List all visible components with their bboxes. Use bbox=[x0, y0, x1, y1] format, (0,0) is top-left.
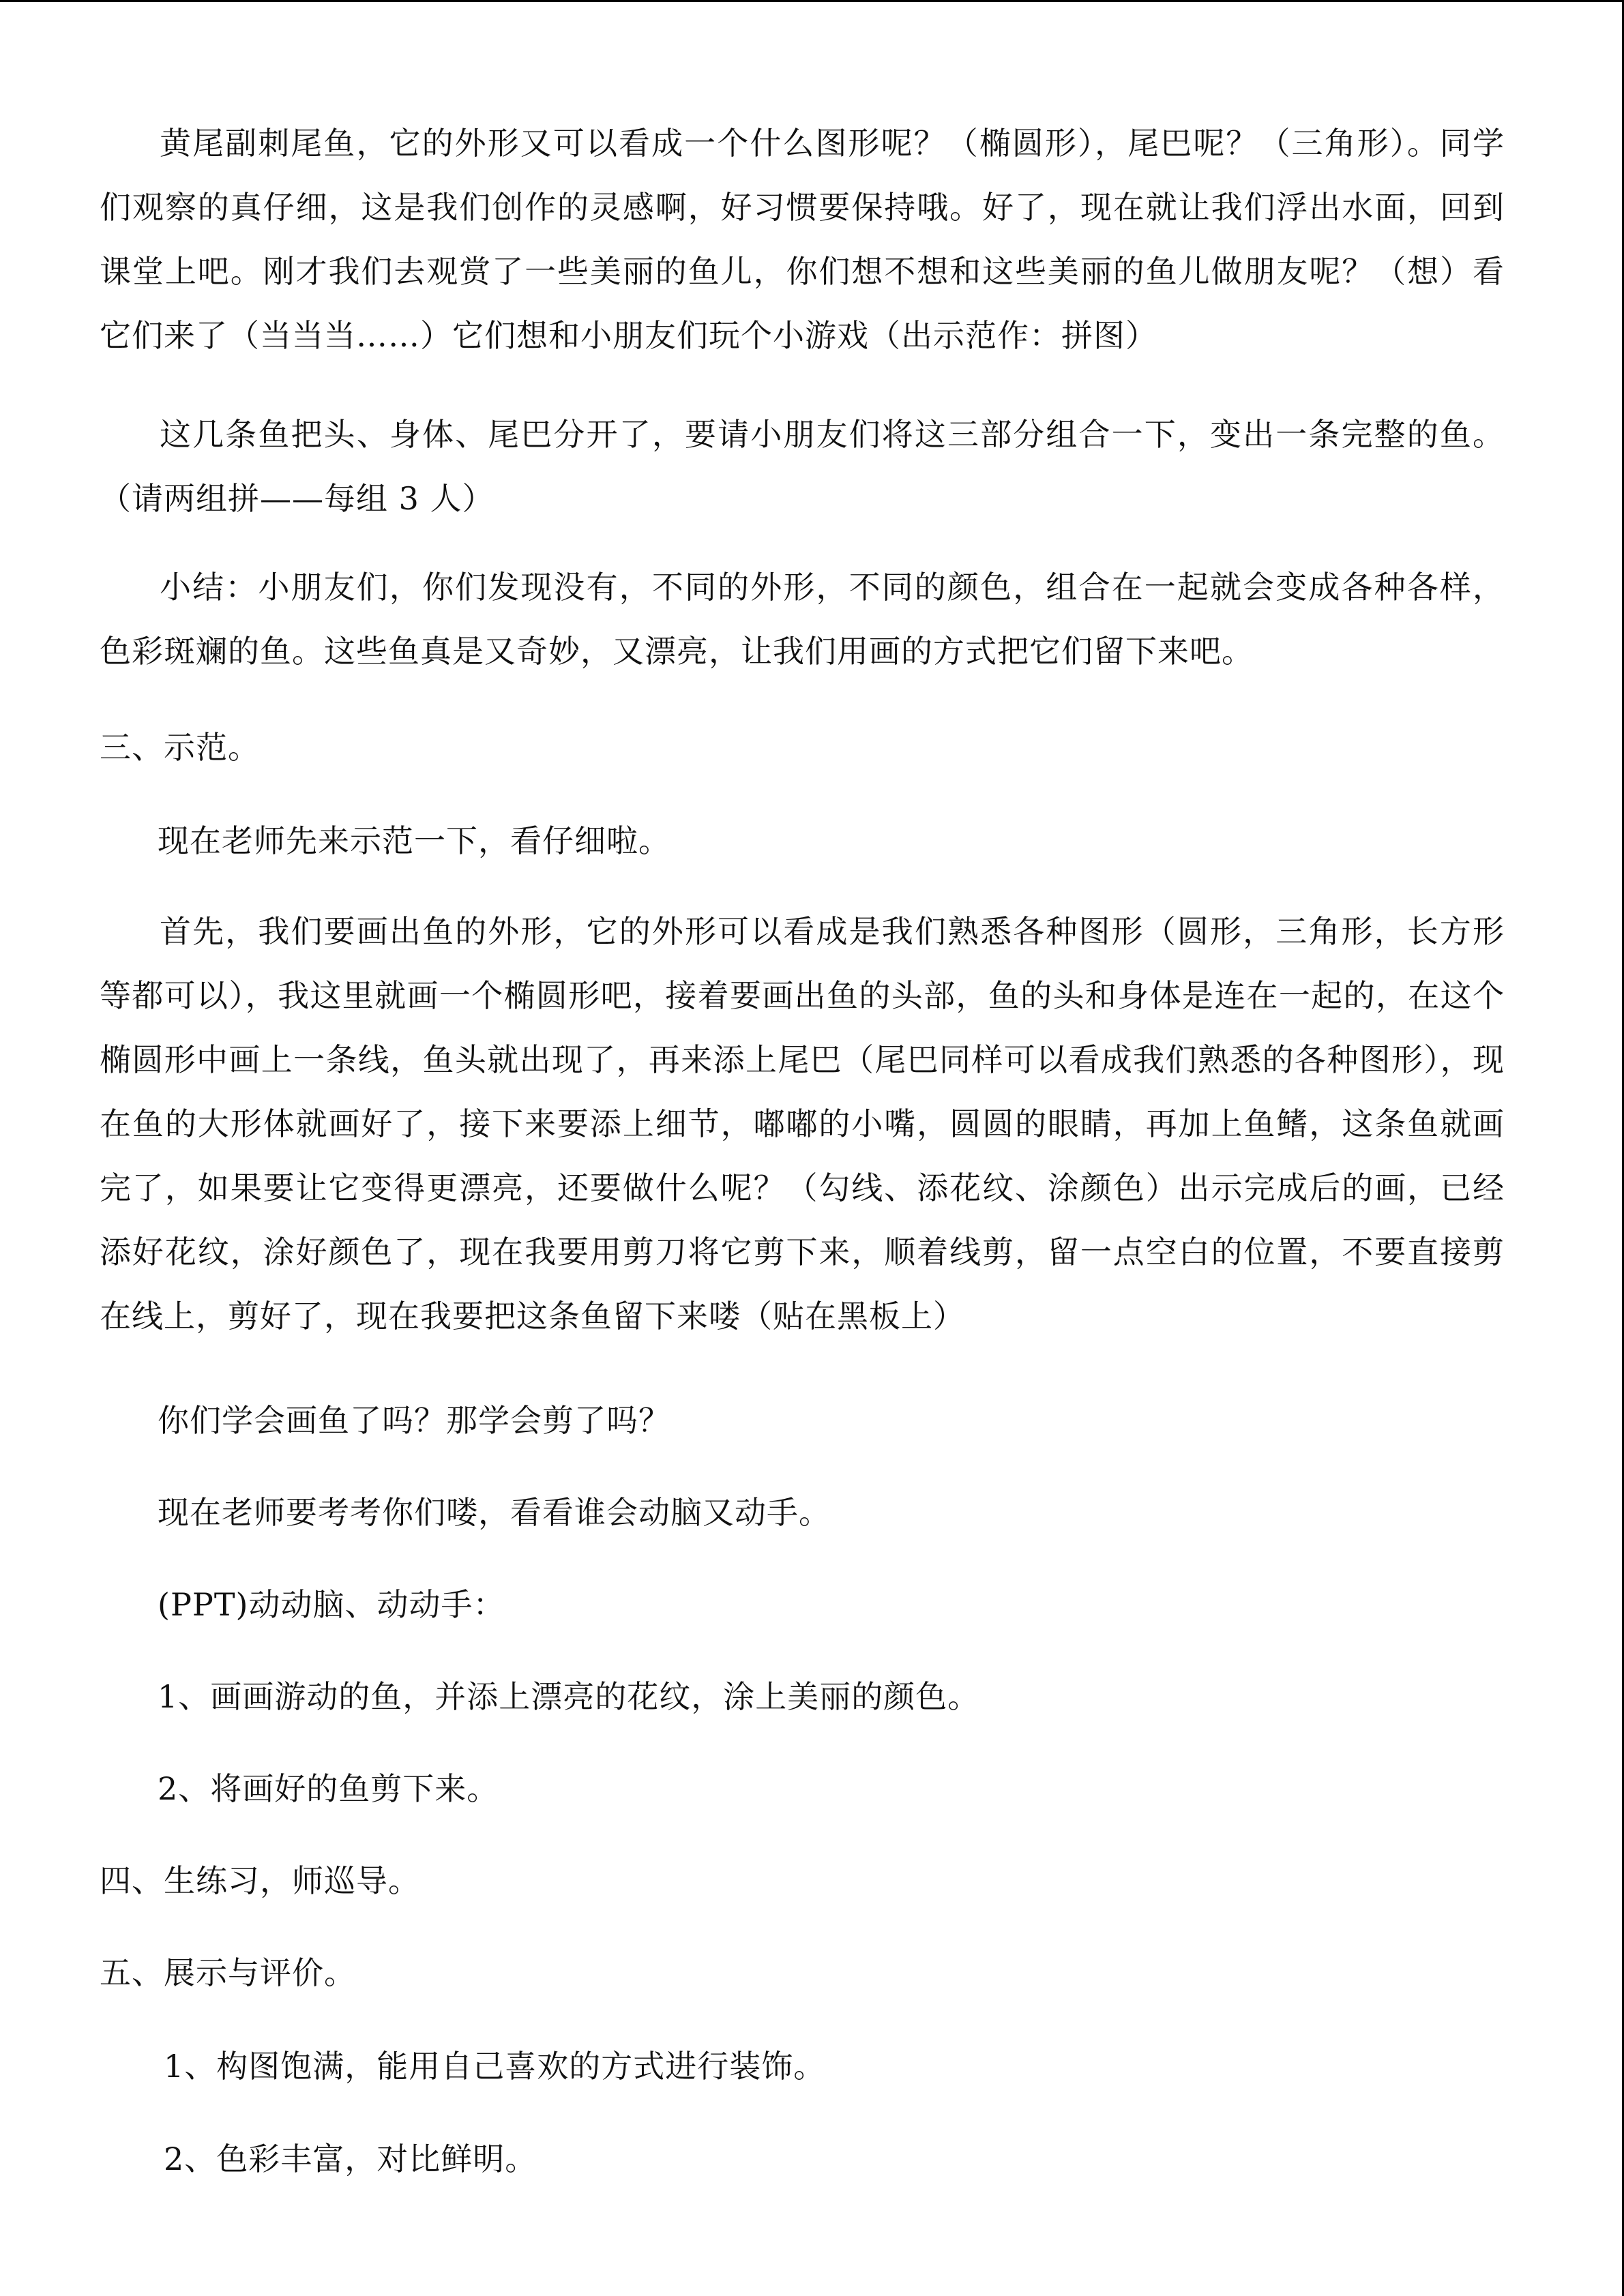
section-heading-practice: 四、生练习，师巡导。 bbox=[100, 1862, 420, 1899]
paragraph-question-learned: 你们学会画鱼了吗？那学会剪了吗？ bbox=[158, 1402, 670, 1439]
list-item-task-1: 1、画画游动的鱼，并添上漂亮的花纹，涂上美丽的颜色。 bbox=[158, 1678, 980, 1715]
paragraph-fish-shape-intro: 黄尾副刺尾鱼，它的外形又可以看成一个什么图形呢？（椭圆形），尾巴呢？（三角形）。同学们观察的真仔细，这是我们创作的灵感啊，好习惯要保持哦。好了，现在就让我们浮出水面，回到课堂上吧。刚才我们去观赏了一些美丽的鱼儿，你们想不想和这些美丽的鱼儿做朋友呢？（想）看它们来了（当当当……）它们想和小朋友们玩个小游戏（出示范作：拼图） bbox=[100, 125, 1505, 354]
paragraph-puzzle-game: 这几条鱼把头、身体、尾巴分开了，要请小朋友们将这三部分组合一下，变出一条完整的鱼。（请两组拼——每组 3 人） bbox=[100, 416, 1505, 517]
paragraph-teacher-test: 现在老师要考考你们喽，看看谁会动脑又动手。 bbox=[158, 1494, 831, 1531]
list-item-criterion-1: 1、构图饱满，能用自己喜欢的方式进行装饰。 bbox=[164, 2048, 826, 2085]
list-item-criterion-2: 2、色彩丰富，对比鲜明。 bbox=[164, 2141, 537, 2177]
paragraph-teacher-demo: 现在老师先来示范一下，看仔细啦。 bbox=[158, 822, 670, 859]
paragraph-drawing-steps: 首先，我们要画出鱼的外形，它的外形可以看成是我们熟悉各种图形（圆形，三角形，长方形等都可以），我这里就画一个椭圆形吧，接着要画出鱼的头部，鱼的头和身体是连在一起的，在这个椭圆形中画上一条线，鱼头就出现了，再来添上尾巴（尾巴同样可以看成我们熟悉的各种图形），现在鱼的大形体就画好了，接下来要添上细节，嘟嘟的小嘴，圆圆的眼睛，再加上鱼鳍，这条鱼就画完了，如果要让它变得更漂亮，还要做什么呢？（勾线、添花纹、涂颜色）出示完成后的画，已经添好花纹，涂好颜色了，现在我要用剪刀将它剪下来，顺着线剪，留一点空白的位置，不要直接剪在线上，剪好了，现在我要把这条鱼留下来喽（贴在黑板上） bbox=[100, 913, 1505, 1335]
paragraph-ppt-task: (PPT)动动脑、动动手： bbox=[158, 1586, 505, 1623]
list-item-task-2: 2、将画好的鱼剪下来。 bbox=[158, 1770, 499, 1807]
section-heading-demonstration: 三、示范。 bbox=[100, 729, 260, 766]
section-heading-evaluation: 五、展示与评价。 bbox=[100, 1954, 356, 1991]
paragraph-summary: 小结：小朋友们，你们发现没有，不同的外形，不同的颜色，组合在一起就会变成各种各样，色彩斑斓的鱼。这些鱼真是又奇妙，又漂亮，让我们用画的方式把它们留下来吧。 bbox=[100, 569, 1505, 670]
